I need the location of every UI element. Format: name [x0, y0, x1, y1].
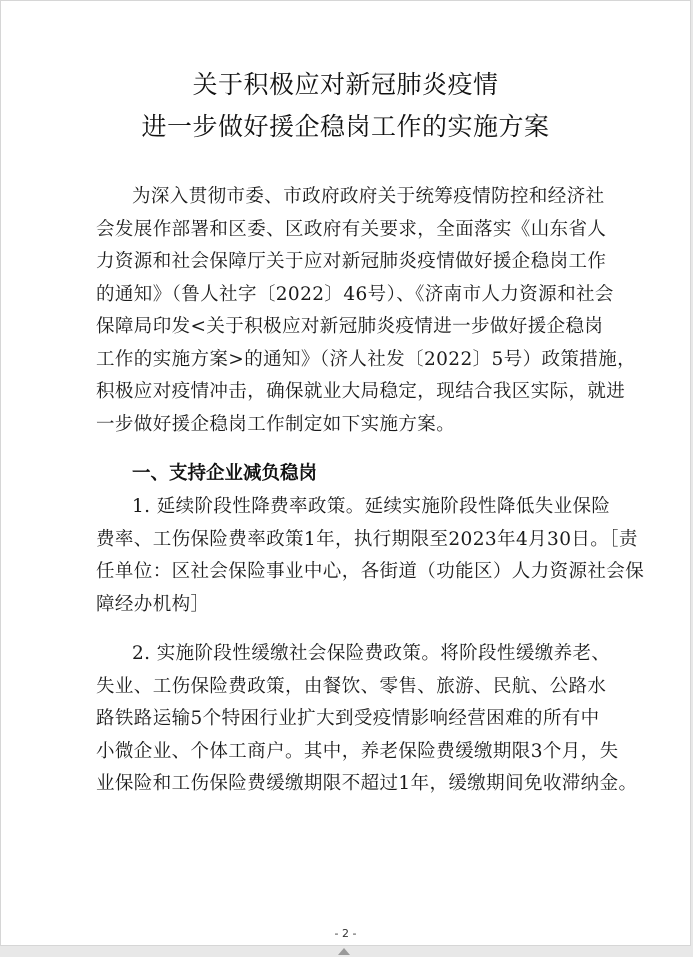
paragraph-line: 会发展作部署和区委、区政府有关要求，全面落实《山东省人	[96, 218, 607, 240]
paragraph-line: 小微企业、个体工商户。其中，养老保险费缓缴期限3个月，失	[96, 740, 619, 762]
scroll-up-arrow-icon[interactable]	[338, 948, 350, 955]
item-1-paragraph	[96, 491, 645, 621]
paragraph-line: 费率、工伤保险费率政策1年，执行期限至2023年4月30日。［责	[96, 528, 638, 550]
paragraph-line: 工作的实施方案>的通知》（济人社发〔2022〕5号）政策措施，	[96, 348, 637, 370]
paragraph-line: 2. 实施阶段性缓缴社会保险费政策。将阶段性缓缴养老、	[132, 643, 611, 664]
paragraph-line: 保障局印发<关于积极应对新冠肺炎疫情进一步做好援企稳岗	[96, 316, 604, 337]
paragraph-line: 1. 延续阶段性降费率政策。延续实施阶段性降低失业保险	[132, 496, 611, 517]
paragraph-line: 积极应对疫情冲击，确保就业大局稳定，现结合我区实际，就进	[96, 381, 626, 402]
item-2-paragraph	[96, 638, 638, 801]
document-title-line-1: 关于积极应对新冠肺炎疫情	[192, 70, 499, 99]
paragraph-line: 力资源和社会保障厅关于应对新冠肺炎疫情做好援企稳岗工作	[96, 251, 607, 272]
paragraph-line: 为深入贯彻市委、市政府政府关于统筹疫情防控和经济社	[132, 186, 605, 207]
paragraph-line: 业保险和工伤保险费缓缴期限不超过1年，缓缴期间免收滞纳金。	[96, 773, 638, 794]
paragraph-line: 一步做好援企稳岗工作制定如下实施方案。	[96, 413, 456, 435]
page-number: - 2 -	[334, 927, 357, 940]
section-heading: 一、支持企业减负稳岗	[132, 463, 318, 484]
paragraph-line: 路铁路运输5个特困行业扩大到受疫情影响经营困难的所有中	[96, 708, 600, 729]
paragraph-line: 的通知》（鲁人社字〔2022〕46号）、《济南市人力资源和社会	[96, 283, 614, 305]
paragraph-line: 任单位：区社会保险事业中心，各街道（功能区）人力资源社会保	[96, 561, 645, 582]
intro-paragraph	[96, 181, 637, 441]
document-title-line-2: 进一步做好援企稳岗工作的实施方案	[141, 112, 550, 141]
paragraph-line: 障经办机构］	[96, 593, 210, 615]
paragraph-line: 失业、工伤保险费政策，由餐饮、零售、旅游、民航、公路水	[96, 675, 607, 697]
